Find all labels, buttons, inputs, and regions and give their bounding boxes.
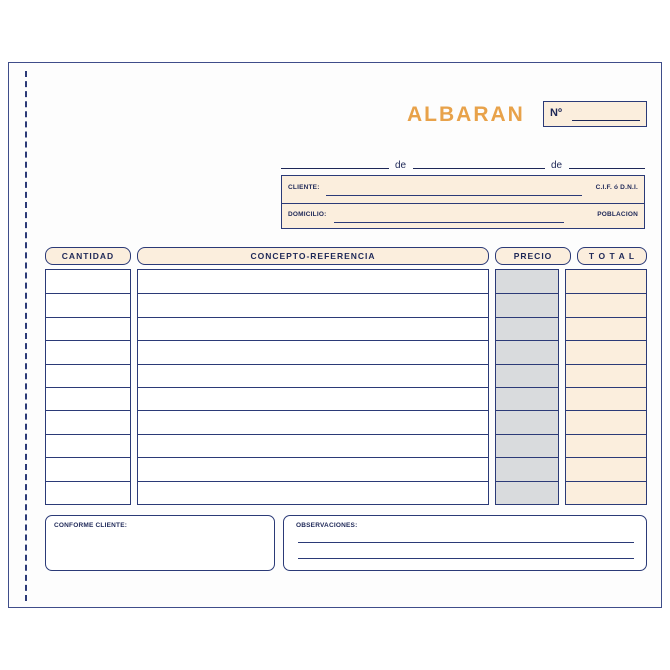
column-header-concepto: CONCEPTO-REFERENCIA (137, 247, 489, 265)
observaciones-rule-1[interactable] (298, 542, 634, 543)
date-separator-2: de (551, 160, 563, 171)
table-row (566, 387, 646, 388)
document-number-label: Nº (550, 107, 562, 119)
column-body-total[interactable] (565, 269, 647, 505)
conforme-cliente-box[interactable] (45, 515, 275, 571)
table-row (496, 364, 558, 365)
albaran-sheet (8, 62, 662, 608)
perforation-dashed-line (25, 71, 27, 601)
table-row (46, 457, 130, 458)
table-row (46, 364, 130, 365)
table-row (138, 410, 488, 411)
date-separator-1: de (395, 160, 407, 171)
header-title-row (279, 101, 647, 133)
table-row (138, 340, 488, 341)
table-row (566, 340, 646, 341)
table-row (496, 340, 558, 341)
date-year-rule[interactable] (569, 168, 645, 169)
column-header-precio: PRECIO (495, 247, 571, 265)
table-row (566, 410, 646, 411)
column-body-precio[interactable] (495, 269, 559, 505)
cif-label: C.I.F. ó D.N.I. (595, 184, 638, 191)
table-row (138, 481, 488, 482)
table-row (496, 410, 558, 411)
table-row (496, 434, 558, 435)
table-row (566, 364, 646, 365)
cliente-label: CLIENTE: (288, 184, 320, 191)
table-row (138, 434, 488, 435)
observaciones-rule-2[interactable] (298, 558, 634, 559)
column-header-total: T O T A L (577, 247, 647, 265)
table-row (46, 293, 130, 294)
table-row (46, 387, 130, 388)
client-box-divider (282, 203, 644, 204)
table-row (46, 317, 130, 318)
document-number-rule (572, 120, 640, 121)
client-info-box (281, 175, 645, 229)
table-row (496, 293, 558, 294)
table-header-row (45, 247, 647, 265)
table-row (566, 293, 646, 294)
domicilio-input-rule[interactable] (334, 222, 564, 223)
table-row (46, 481, 130, 482)
table-row (46, 340, 130, 341)
table-row (496, 481, 558, 482)
table-row (566, 434, 646, 435)
domicilio-label: DOMICILIO: (288, 211, 327, 218)
table-row (138, 293, 488, 294)
table-row (46, 410, 130, 411)
table-row (566, 457, 646, 458)
table-row (138, 317, 488, 318)
cliente-input-rule[interactable] (326, 195, 582, 196)
column-body-concepto[interactable] (137, 269, 489, 505)
conforme-cliente-label: CONFORME CLIENTE: (54, 522, 128, 529)
date-line[interactable] (281, 155, 645, 171)
document-number-box[interactable] (543, 101, 647, 127)
column-body-cantidad[interactable] (45, 269, 131, 505)
table-row (566, 317, 646, 318)
observaciones-label: OBSERVACIONES: (296, 522, 358, 529)
table-row (138, 364, 488, 365)
table-row (138, 387, 488, 388)
table-row (138, 457, 488, 458)
date-day-rule[interactable] (281, 168, 389, 169)
poblacion-label: POBLACION (597, 211, 638, 218)
date-month-rule[interactable] (413, 168, 545, 169)
table-row (566, 481, 646, 482)
table-row (46, 434, 130, 435)
column-header-cantidad: CANTIDAD (45, 247, 131, 265)
page-title: ALBARAN (407, 103, 525, 126)
table-row (496, 457, 558, 458)
table-row (496, 317, 558, 318)
observaciones-box[interactable] (283, 515, 647, 571)
table-row (496, 387, 558, 388)
